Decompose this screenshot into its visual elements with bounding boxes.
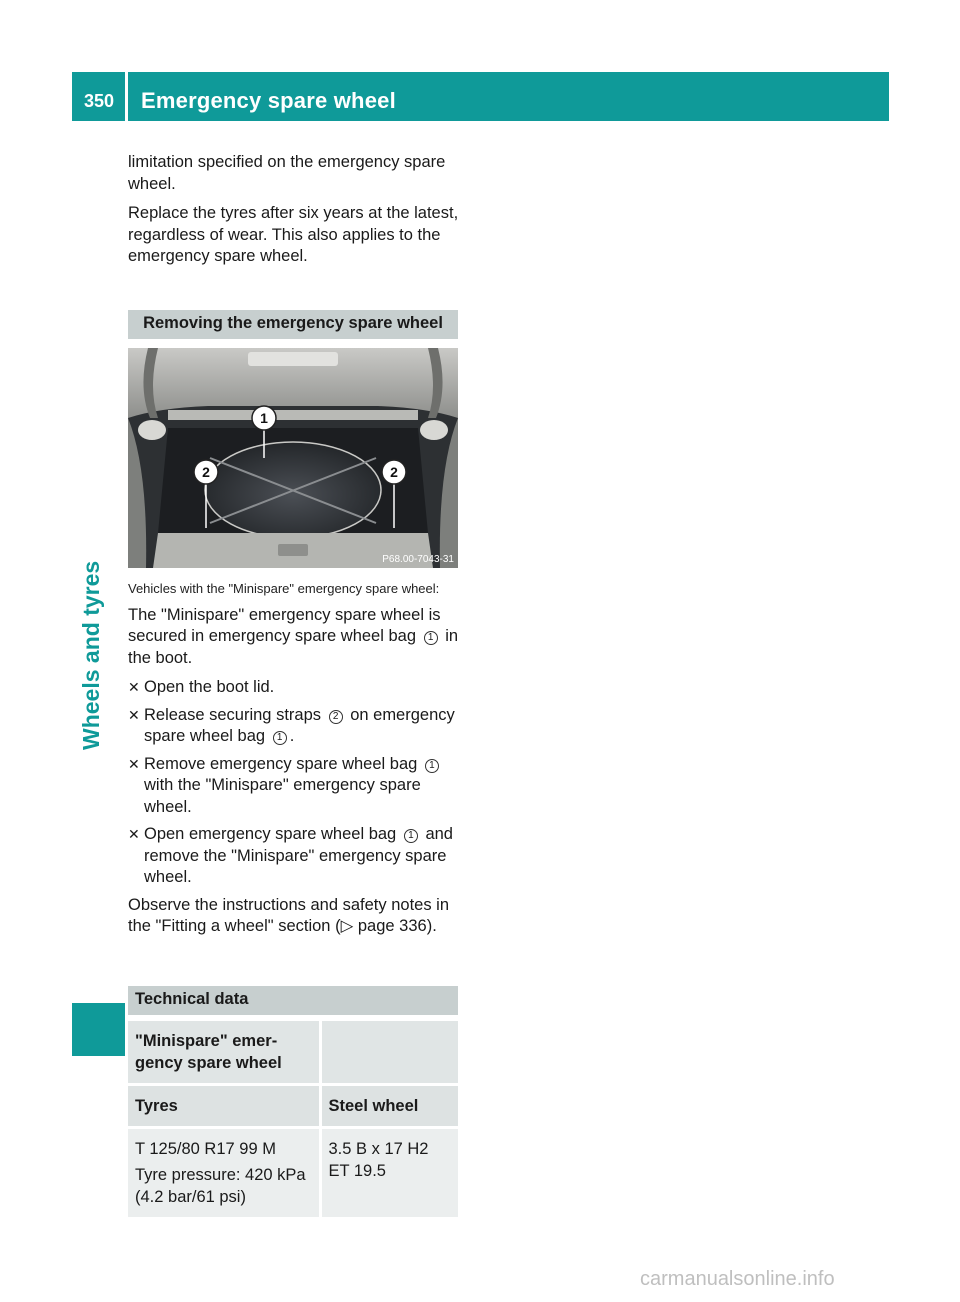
page-number: 350 xyxy=(84,91,115,111)
step-x-icon: ✕ xyxy=(128,755,140,772)
image-reference: P68.00-7043-31 xyxy=(382,553,454,565)
side-tab-label: Wheels and tyres xyxy=(78,560,104,750)
callout-2-left xyxy=(194,460,218,484)
wheel-et: ET 19.5 xyxy=(328,1161,386,1180)
step-x-icon: ✕ xyxy=(128,706,140,723)
tyre-size: T 125/80 R17 99 M xyxy=(135,1139,276,1158)
page-title: Emergency spare wheel xyxy=(141,88,396,113)
section-heading-technical: Technical data xyxy=(128,986,458,1015)
content-column xyxy=(128,152,460,1217)
wheel-size: 3.5 B x 17 H2 xyxy=(328,1139,429,1158)
callout-ref-1: 1 xyxy=(424,631,438,645)
svg-text:2: 2 xyxy=(390,463,398,480)
page-reference-link[interactable]: page 336). xyxy=(357,917,437,935)
step-item: ✕ Release securing straps 2 on emergency spare wheel bag 1 . xyxy=(128,705,460,748)
wheel-cell xyxy=(320,1127,458,1217)
svg-text:2: 2 xyxy=(202,463,210,480)
removing-body: The "Minispare" emergency spare wheel is secured in emergency spare wheel bag 1 in the boot. xyxy=(128,605,459,667)
table-title-cell: "Minispare" emer-gency spare wheel xyxy=(128,1021,320,1085)
step-item: ✕ Open emergency spare wheel bag 1 and remove the "Minispare" emergency spare wheel. xyxy=(128,824,460,889)
boot-illustration xyxy=(128,348,458,568)
tyre-pressure: Tyre pressure: 420 kPa (4.2 bar/61 psi) xyxy=(135,1165,306,1206)
step-item: ✕ Remove emergency spare wheel bag 1 with the "Minispare" emergency spare wheel. xyxy=(128,754,460,819)
step-x-icon: ✕ xyxy=(128,679,140,695)
tyre-cell xyxy=(128,1127,320,1217)
technical-data-table xyxy=(128,1021,458,1217)
header-divider xyxy=(125,72,128,121)
callout-ref-1: 1 xyxy=(404,829,418,843)
table-row xyxy=(128,1084,458,1127)
table-empty-cell xyxy=(320,1021,458,1085)
intro-paragraph-1: limitation specified on the emergency spare wheel. xyxy=(128,153,446,193)
callout-ref-1: 1 xyxy=(273,731,287,745)
photo-caption: Vehicles with the "Minispare" emergency spare wheel: xyxy=(128,580,440,596)
intro-paragraph-2: Replace the tyres after six years at the latest, regardless of wear. This also applies to the emergency spare wheel. xyxy=(128,204,459,265)
callout-1 xyxy=(252,406,276,430)
table-row xyxy=(128,1127,458,1217)
callout-ref-2: 2 xyxy=(329,710,343,724)
watermark: carmanualsonline.info xyxy=(640,1268,835,1290)
side-tab-marker xyxy=(72,1003,125,1056)
table-row xyxy=(128,1021,458,1085)
boot-photo xyxy=(128,348,458,568)
step-item: ✕ Open the boot lid. xyxy=(128,677,460,699)
column-header-tyres: Tyres xyxy=(128,1084,320,1127)
column-header-wheel: Steel wheel xyxy=(320,1084,458,1127)
svg-text:1: 1 xyxy=(260,409,268,426)
callout-2-right xyxy=(382,460,406,484)
section-heading-removing: Removing the emergency spare wheel xyxy=(128,310,458,339)
callout-ref-1: 1 xyxy=(425,759,439,773)
step-x-icon: ✕ xyxy=(128,826,140,842)
page-ref-arrow-icon: ▷ xyxy=(340,917,354,935)
observe-paragraph: Observe the instructions and safety notes in the "Fitting a wheel" section (▷ page 336). xyxy=(128,895,450,935)
